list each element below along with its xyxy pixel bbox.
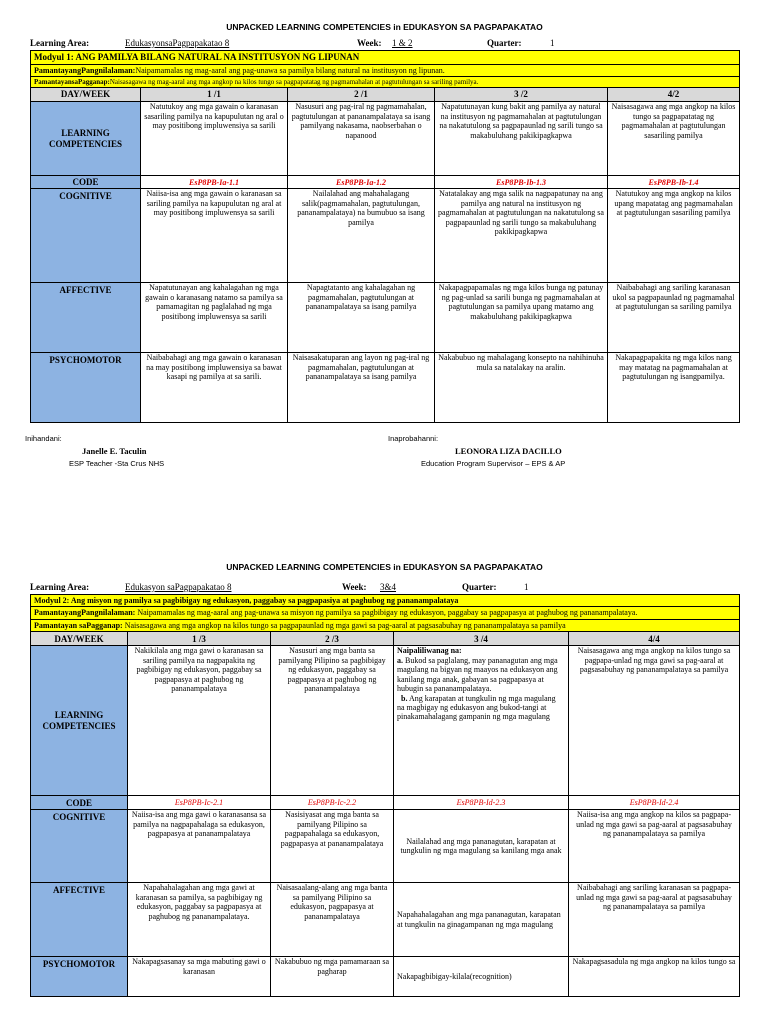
cell: Natatalakay ang mga salik na nagpapatunay na ang pamilya ang natural na institusyon ng pagmamahalan at pagtutulungan na nakatutulong sa pagpapaunlad ng sarili tungo sa makabuluhang pakikipagkapwa — [435, 189, 608, 283]
page1-title: UNPACKED LEARNING COMPETENCIES in EDUKASYON SA PAGPAPAKATAO — [226, 22, 543, 32]
content-std-text: Naipamamalas ng mag-aaral ang pag-unawa sa pamilya bilang natural na institusyon ng lipunan. — [135, 65, 445, 75]
table-row — [31, 353, 740, 423]
cell: Naibabahagi ang mga gawain o karanasan na may positibong impluwensiya sa bawat kasapi ng pamilya at sa sarili. — [141, 353, 288, 423]
row-label: CODE — [31, 796, 128, 810]
lc3-heading: Naipaliliwanag na: — [397, 646, 462, 656]
week-value: 1 & 2 — [392, 38, 413, 48]
cell: Nakikilala ang mga gawi o karanasan sa sariling pamilya na nagpapakita ng pagbibigay ng edukasyon, paggabay sa pagpapasya at paghubog ng pananampalataya — [128, 646, 271, 796]
cell: Natutukoy ang mga angkop na kilos upang mapatatag ang pagmamahalan at pagtutulungan sasariling pamilya — [608, 189, 740, 283]
content-std-text: Naipamamalas ng mag-aaral ang pag-unawa sa misyon ng pamilya sa pagbibigay ng edukasyon, paggabay sa pagpapasya at paghubog ng pananampalataya. — [137, 608, 638, 618]
row-label: LEARNING COMPETENCIES — [31, 102, 141, 176]
cell: Nasusuri ang mga banta sa pamilyang Pilipino sa pagbibigay ng edukasyon, paggabay sa pagpapasya at paghubog ng pananampalataya — [271, 646, 394, 796]
page2-meta — [30, 582, 739, 594]
lc3-a-marker: a. — [397, 655, 403, 665]
quarter-value: 1 — [524, 582, 529, 592]
quarter-label: Quarter: — [462, 582, 497, 592]
cell: Naisasakatuparan ang layon ng pag-iral ng pagmamahalan, pagtutulungan at pananampalataya sa isang pamilya — [288, 353, 435, 423]
page2-content-standard — [31, 607, 740, 619]
prepared-role: ESP Teacher -Sta Crus NHS — [69, 459, 165, 468]
table-row — [31, 189, 740, 283]
row-label: CODE — [31, 176, 141, 189]
table-row — [31, 883, 740, 957]
page1-module: Modyul 1: ANG PAMILYA BILANG NATURAL NA INSTITUSYON NG LIPUNAN — [31, 51, 740, 65]
page1-performance-standard — [31, 77, 740, 88]
perf-std-text: Naisasagawa ng mag-aaral ang mga angkop na kilos tungo sa pagpapatatag ng pagmamahalan at pagtutulungan sa sariling pamilya. — [109, 78, 479, 87]
day-week-label: DAY/WEEK — [31, 88, 141, 102]
row-label: AFFECTIVE — [31, 283, 141, 353]
cell: Nailalahad ang mga pananagutan, karapatan at tungkulin ng mga magulang sa kanilang mga anak — [394, 810, 569, 883]
page2-table — [30, 594, 740, 997]
row-label: COGNITIVE — [31, 810, 128, 883]
cell: Nakabubuo ng mahalagang konsepto na nahihinuha mula sa natalakay na aralin. — [435, 353, 608, 423]
week-value: 3&4 — [380, 582, 397, 592]
cell: Napahahalagahan ang mga pananagutan, karapatan at tungkulin na ginagampanan ng mga magulang — [394, 883, 569, 957]
row-label: COGNITIVE — [31, 189, 141, 283]
page1-signatures — [25, 434, 745, 474]
week-col-4: 4/4 — [569, 632, 740, 646]
page2-section — [30, 562, 739, 997]
quarter-value: 1 — [550, 38, 555, 48]
row-label: PSYCHOMOTOR — [31, 957, 128, 997]
week-col-1: 1 /3 — [128, 632, 271, 646]
week-col-3: 3 /2 — [435, 88, 608, 102]
cell: Naisasagawa ang mga angkop na kilos tungo sa pagpapatatag ng pagmamahalan at pagtutulungan sasariling pamilya — [608, 102, 740, 176]
cell: Naibabahagi ang sariling karanasan sa pagpapa-unlad ng mga gawi sa pag-aaral at pagsasabuhay ng pananampalataya sa pamilya — [569, 883, 740, 957]
learning-area-value: EdukasyonsaPagpapakatao 8 — [125, 38, 230, 48]
table-row — [31, 102, 740, 176]
page2-module: Modyul 2: Ang misyon ng pamilya sa pagbibigay ng edukasyon, paggabay sa pagpapasiya at paghubog ng pananampalataya — [31, 595, 740, 607]
code-cell: EsP8PB-Id-2.4 — [569, 796, 740, 810]
cell: Nailalahad ang mahahalagang salik(pagmamahalan, pagtutulungan, pananampalataya) na bumubuo sa isang pamilya — [288, 189, 435, 283]
week-col-3: 3 /4 — [394, 632, 569, 646]
cell: Naiisa-isa ang mga gawi o karanasansa sa pamilya na nagpapahalaga sa edukasyon, pagpapasya at pananampalataya — [128, 810, 271, 883]
cell: Nakabubuo ng mga pamamaraan sa pagharap — [271, 957, 394, 997]
cell: Naisasaalang-alang ang mga banta sa pamilyang Pilipino sa edukasyon, pagpapasya at pananampalataya — [271, 883, 394, 957]
cell — [394, 646, 569, 796]
table-row — [31, 810, 740, 883]
perf-std-label: Pamantayan saPagganap: — [34, 620, 123, 630]
code-cell: EsP8PB-Ic-2.1 — [128, 796, 271, 810]
code-cell: EsP8PB-Ib-1.4 — [608, 176, 740, 189]
page1-table — [30, 50, 740, 423]
cell: Nakapagpapamalas ng mga kilos bunga ng patunay ng pag-unlad sa sarili bunga ng pagmamahalan at pagtutulungan sa pamilya upang matamo ang makabuluhang pakikipagkapwa — [435, 283, 608, 353]
approved-name: LEONORA LIZA DACILLO — [455, 446, 562, 456]
page1-content-standard — [31, 64, 740, 76]
page1-section — [30, 22, 739, 423]
row-label: LEARNING COMPETENCIES — [31, 646, 128, 796]
page2-performance-standard — [31, 619, 740, 631]
code-cell: EsP8PB-Ic-2.2 — [271, 796, 394, 810]
week-col-2: 2 /1 — [288, 88, 435, 102]
code-cell: EsP8PB-Ia-1.2 — [288, 176, 435, 189]
table-row — [31, 957, 740, 997]
day-week-label: DAY/WEEK — [31, 632, 128, 646]
cell: Nakapagpapakita ng mga kilos nang may matatag na pagmamahalan at pagtutulungan ng isangpamilya. — [608, 353, 740, 423]
row-label: PSYCHOMOTOR — [31, 353, 141, 423]
week-label: Week: — [357, 38, 382, 48]
week-col-2: 2 /3 — [271, 632, 394, 646]
code-cell: EsP8PB-Ia-1.1 — [141, 176, 288, 189]
cell: Napagtatanto ang kahalagahan ng pagmamahalan, pagtutulungan at pananampalataya sa isang pamilya — [288, 283, 435, 353]
page1-meta — [30, 38, 739, 50]
cell: Nasisiyasat ang mga banta sa pamilyang Pilipino sa pagpapahalaga sa edukasyon, pagpapasya at pananampalataya — [271, 810, 394, 883]
learning-area-label: Learning Area: — [30, 38, 90, 48]
table-row — [31, 176, 740, 189]
code-cell: EsP8PB-Ib-1.3 — [435, 176, 608, 189]
content-std-label: PamantayangPangnilalaman: — [34, 608, 136, 618]
prepared-label: Inihandani: — [25, 434, 62, 443]
approved-role: Education Program Supervisor – EPS & AP — [421, 459, 566, 468]
row-label: AFFECTIVE — [31, 883, 128, 957]
learning-area-label: Learning Area: — [30, 582, 90, 592]
cell: Naisasagawa ang mga angkop na kilos tungo sa pagpapa-unlad ng mga gawi sa pag-aaral at pagsasabuhay ng pananampalataya sa pamilya — [569, 646, 740, 796]
cell: Naiisa-isa ang mga angkop na kilos sa pagpapa-unlad ng mga gawi sa pag-aaral at pagsasabuhay ng pananampalataya sa pamilya — [569, 810, 740, 883]
cell: Nasusuri ang pag-iral ng pagmamahalan, pagtutulungan at pananampalataya sa isang pamilyang nakasama, naobserbahan o napanood — [288, 102, 435, 176]
lc3-item-b: Ang karapatan at tungkulin ng mga magulang na magbigay ng edukasyon ang bukod-tangi at pinakamahalagang gampanin ng mga magulang — [397, 693, 556, 722]
table-row — [31, 796, 740, 810]
cell: Nakapagsasanay sa mga mabuting gawi o karanasan — [128, 957, 271, 997]
table-row — [31, 283, 740, 353]
perf-std-label: PamantayansaPagganap: — [34, 78, 110, 87]
cell: Napatutunayan kung bakit ang pamilya ay natural na institusyon ng pagmamahalan at pagtutulungan na nakatutulong sa pagpapaunlad ng sarili tungo sa makabuluhang pakikipagkapwa — [435, 102, 608, 176]
page2-title: UNPACKED LEARNING COMPETENCIES in EDUKASYON SA PAGPAPAKATAO — [226, 562, 543, 572]
week-col-1: 1 /1 — [141, 88, 288, 102]
week-col-4: 4/2 — [608, 88, 740, 102]
lc3-b-marker: b. — [401, 693, 408, 703]
cell: Nakapagsasadula ng mga angkop na kilos tungo sa — [569, 957, 740, 997]
cell: Napahahalagahan ang mga gawi at karanasan sa pamilya, sa pagbibigay ng edukasyon, paggabay sa pagpapasya at paghubog ng pananampalataya. — [128, 883, 271, 957]
cell: Natutukoy ang mga gawain o karanasan sasariling pamilya na kapupulutan ng aral o may positibong impluwensiya sa sarili — [141, 102, 288, 176]
cell: Naiisa-isa ang mga gawain o karanasan sa sariling pamilya na kapupulutan ng aral at may positibong impluwensya sa sarili — [141, 189, 288, 283]
learning-area-value: Edukasyon saPagpapakatao 8 — [125, 582, 232, 592]
cell: Nakapagbibigay-kilala(recognition) — [394, 957, 569, 997]
content-std-label: PamantayangPangnilalaman: — [34, 65, 136, 75]
lc3-item-a: Bukod sa paglalang, may pananagutan ang mga magulang na bigyan ng maayos na edukasyon ang kanilang mga anak, gabayan sa pagpapasya at hubugin sa pananampalataya. — [397, 655, 558, 694]
week-label: Week: — [342, 582, 367, 592]
perf-std-text: Naisasagawa ang mga angkop na kilos tungo sa pagpapaunlad ng mga gawi sa pag-aaral at pagsasabuhay ng pananampalataya sa pamilya — [124, 620, 566, 630]
prepared-name: Janelle E. Taculin — [82, 446, 147, 456]
quarter-label: Quarter: — [487, 38, 522, 48]
table-row — [31, 646, 740, 796]
cell: Napatutunayan ang kahalagahan ng mga gawain o karanasang natamo sa pamilya sa pamamagitan ng paglalahad ng mga positibong impluwensya sa sarili — [141, 283, 288, 353]
code-cell: EsP8PB-Id-2.3 — [394, 796, 569, 810]
approved-label: Inaprobahanni: — [388, 434, 439, 443]
cell: Naibabahagi ang sariling karanasan ukol sa pagpapaunlad ng pagmamahal at pagtutulungan sa sariling pamilya — [608, 283, 740, 353]
